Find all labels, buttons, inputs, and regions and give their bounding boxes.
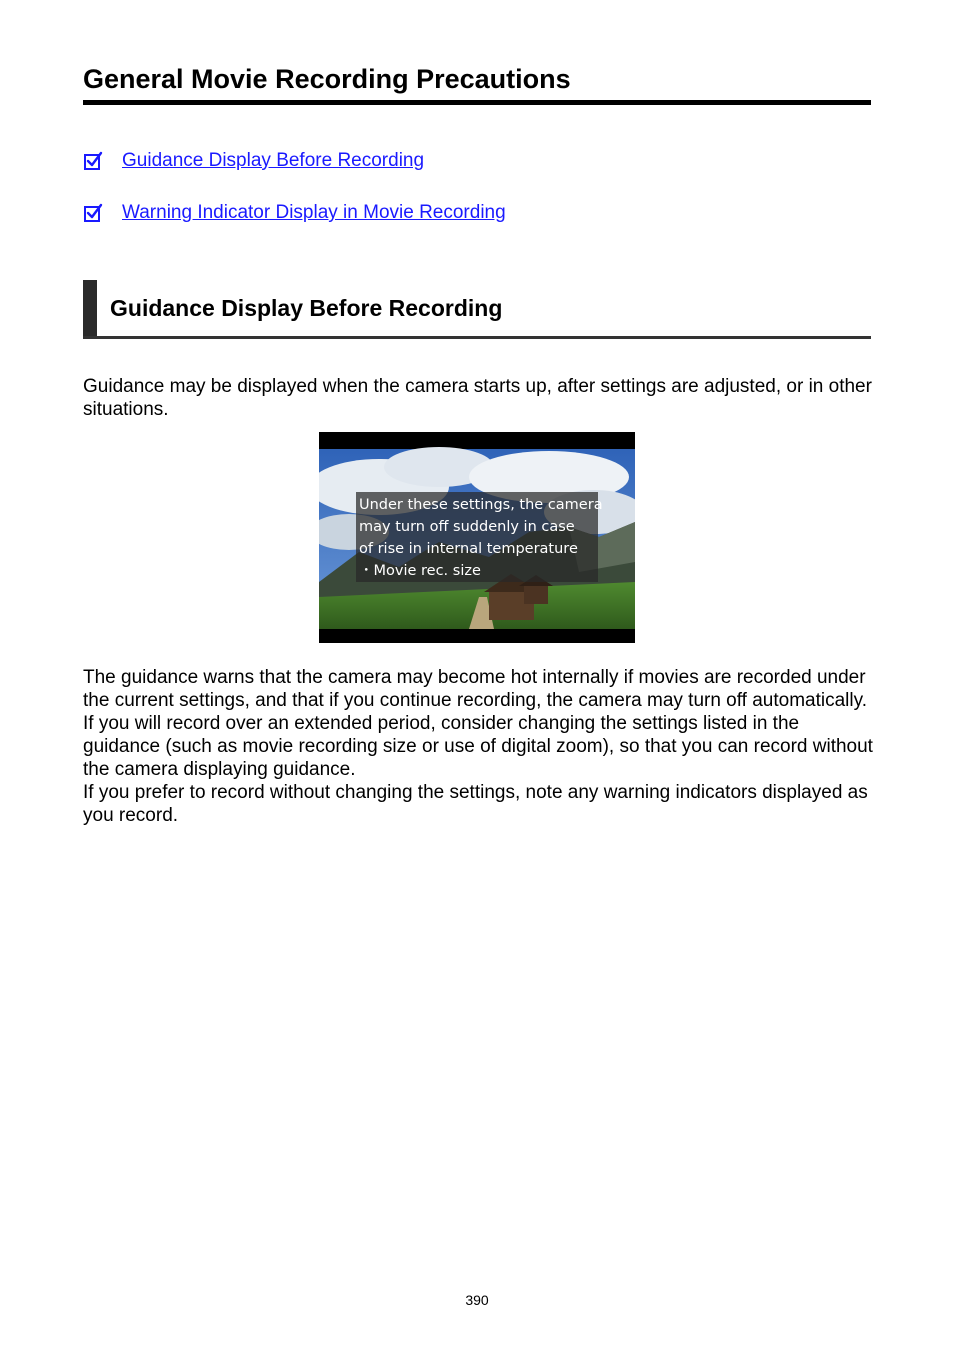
body-paragraph: If you prefer to record without changing the settings, note any warning indicators displayed as you record.	[83, 782, 868, 826]
check-box-icon	[83, 151, 103, 171]
guidance-line: Under these settings, the camera	[359, 497, 603, 513]
table-of-contents	[83, 148, 871, 252]
body-paragraph: The guidance warns that the camera may become hot internally if movies are recorded under the current settings, and that if you continue recording, the camera may turn off automatically.	[83, 667, 867, 711]
guidance-line: may turn off suddenly in case	[359, 519, 575, 535]
toc-item-guidance-display[interactable]	[83, 148, 871, 174]
toc-link-warning-indicator[interactable]: Warning Indicator Display in Movie Recording	[122, 202, 506, 223]
section-heading-bar	[83, 280, 97, 336]
body-text	[83, 666, 873, 827]
body-paragraph: If you will record over an extended period, consider changing the settings listed in the guidance (such as movie recording size or use of digital zoom), so that you can record without the camera displaying guidance.	[83, 713, 873, 780]
guidance-line: ・Movie rec. size	[359, 563, 481, 579]
toc-item-warning-indicator[interactable]	[83, 200, 871, 226]
camera-screen-image	[319, 432, 635, 643]
section-heading	[83, 280, 871, 339]
intro-paragraph: Guidance may be displayed when the camera starts up, after settings are adjusted, or in other situations.	[83, 376, 872, 420]
section-title: Guidance Display Before Recording	[110, 295, 503, 321]
toc-link-guidance-display[interactable]: Guidance Display Before Recording	[122, 150, 425, 171]
check-box-icon	[83, 203, 103, 223]
page-title: General Movie Recording Precautions	[83, 60, 871, 105]
guidance-line: of rise in internal temperature	[359, 541, 578, 557]
page-number: 390	[465, 1292, 489, 1308]
